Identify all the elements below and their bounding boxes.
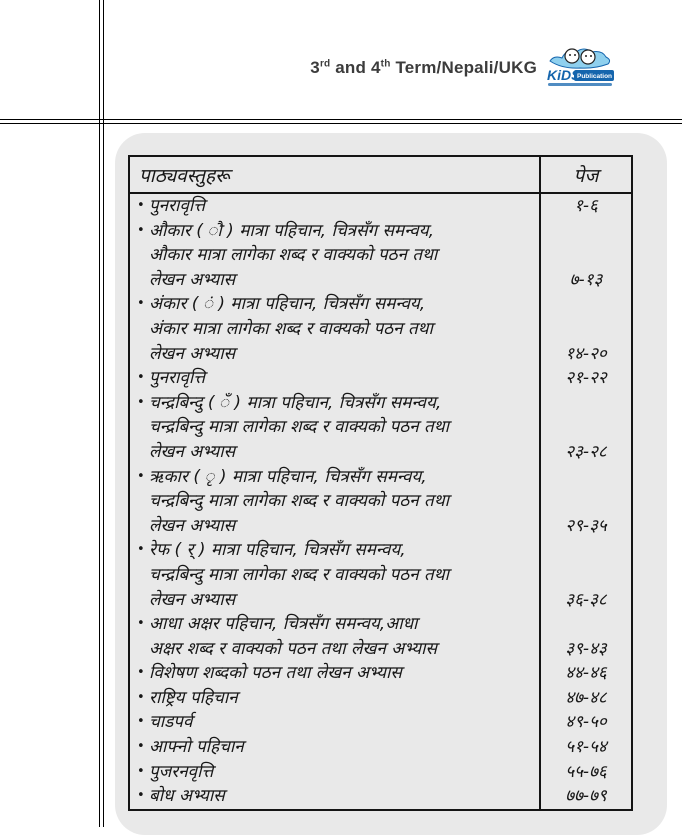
table-row bbox=[130, 735, 631, 760]
toc-item bbox=[130, 292, 541, 366]
toc-item bbox=[130, 465, 541, 539]
toc-item-text: आफ्नो पहिचान bbox=[149, 737, 244, 758]
bullet-icon: • bbox=[137, 296, 145, 312]
toc-page-cell bbox=[541, 710, 631, 735]
toc-item bbox=[130, 784, 541, 809]
table-header-row bbox=[130, 157, 631, 194]
toc-item-text: चन्द्रबिन्दु मात्रा लागेका शब्द र वाक्यको पठन तथा bbox=[149, 417, 449, 438]
bullet-icon: • bbox=[137, 222, 145, 238]
toc-item-text: लेखन अभ्यास bbox=[149, 515, 236, 536]
toc-item bbox=[130, 760, 541, 785]
eye-icon bbox=[590, 55, 592, 57]
page-range: ५१-५४ bbox=[565, 737, 607, 758]
toc-item-text: अंकार ( ं ) मात्रा पहिचान, चित्रसँग समन्वय, bbox=[149, 294, 426, 315]
bullet-icon: • bbox=[137, 198, 145, 213]
table-row bbox=[130, 686, 631, 711]
toc-item-text: आधा अक्षर पहिचान, चित्रसँग समन्वय,आधा bbox=[149, 614, 418, 635]
toc-page-cell bbox=[541, 735, 631, 760]
bullet-icon: • bbox=[137, 665, 145, 681]
toc-item bbox=[130, 538, 541, 612]
page-title bbox=[310, 58, 537, 78]
toc-item bbox=[130, 735, 541, 760]
table-row bbox=[130, 465, 631, 539]
table-row bbox=[130, 391, 631, 465]
toc-item-text: अंकार मात्रा लागेका शब्द र वाक्यको पठन तथा bbox=[149, 318, 433, 339]
toc-item-text: लेखन अभ्यास bbox=[149, 589, 236, 610]
table-row bbox=[130, 784, 631, 809]
toc-item bbox=[130, 391, 541, 465]
table-row bbox=[130, 219, 631, 293]
table-row bbox=[130, 612, 631, 661]
bullet-icon: • bbox=[137, 616, 145, 632]
page-range: ७-१३ bbox=[569, 269, 603, 290]
bullet-icon: • bbox=[137, 739, 145, 755]
table-row bbox=[130, 194, 631, 219]
term-suffix-2: th bbox=[380, 58, 391, 70]
toc-page-cell bbox=[541, 292, 631, 366]
toc-item-text: ऋकार ( ृ ) मात्रा पहिचान, चित्रसँग समन्वय, bbox=[149, 466, 427, 487]
term-number-1: 3 bbox=[310, 58, 320, 77]
page-range: २३-२८ bbox=[565, 441, 607, 462]
toc-page-cell bbox=[541, 366, 631, 391]
contents-table bbox=[128, 155, 633, 811]
table-row bbox=[130, 366, 631, 391]
toc-page-cell bbox=[541, 686, 631, 711]
logo-tagline-strip bbox=[548, 83, 612, 86]
top-double-rule bbox=[0, 119, 682, 124]
toc-item-text: बोध अभ्यास bbox=[149, 786, 225, 807]
toc-page-cell bbox=[541, 784, 631, 809]
table-body bbox=[130, 194, 631, 809]
logo-sub-text: Publication bbox=[577, 73, 613, 80]
table-row bbox=[130, 760, 631, 785]
toc-item bbox=[130, 661, 541, 686]
toc-item-text: औकार मात्रा लागेका शब्द र वाक्यको पठन तथा bbox=[149, 245, 438, 266]
page-range: ४४-४६ bbox=[565, 663, 607, 684]
logo-name-text: KiDS bbox=[547, 67, 581, 83]
toc-item bbox=[130, 366, 541, 391]
toc-item-text: अक्षर शब्द र वाक्यको पठन तथा लेखन अभ्यास bbox=[149, 638, 438, 659]
bullet-icon: • bbox=[137, 689, 145, 705]
toc-page-cell bbox=[541, 219, 631, 293]
toc-item-text: चन्द्रबिन्दु मात्रा लागेका शब्द र वाक्यको पठन तथा bbox=[149, 564, 449, 585]
toc-page-cell bbox=[541, 465, 631, 539]
running-head bbox=[0, 44, 616, 92]
toc-item-text: लेखन अभ्यास bbox=[149, 269, 236, 290]
page-range: २९-३५ bbox=[565, 515, 607, 536]
eye-icon bbox=[585, 55, 587, 57]
toc-item-text: पुजरनवृत्ति bbox=[149, 761, 214, 782]
kids-publication-logo bbox=[544, 45, 616, 91]
left-double-rule bbox=[99, 0, 104, 827]
toc-item-text: पुनरावृत्ति bbox=[149, 368, 206, 389]
page-range: ५५-७६ bbox=[565, 761, 607, 782]
bullet-icon: • bbox=[137, 394, 145, 410]
bullet-icon: • bbox=[137, 788, 145, 804]
toc-item bbox=[130, 194, 541, 219]
table-row bbox=[130, 538, 631, 612]
toc-page-cell bbox=[541, 538, 631, 612]
toc-item-text: लेखन अभ्यास bbox=[149, 441, 236, 462]
toc-item bbox=[130, 219, 541, 293]
and-text: and bbox=[330, 58, 372, 77]
bullet-icon: • bbox=[137, 542, 145, 558]
toc-page-cell bbox=[541, 194, 631, 219]
column-header-page: पेज bbox=[573, 164, 599, 187]
toc-page-cell bbox=[541, 661, 631, 686]
bullet-icon: • bbox=[137, 468, 145, 484]
eye-icon bbox=[569, 54, 571, 56]
toc-page-cell bbox=[541, 612, 631, 661]
page-range: ३९-४३ bbox=[565, 638, 607, 659]
page-range: २१-२२ bbox=[565, 368, 607, 389]
toc-item-text: विशेषण शब्दको पठन तथा लेखन अभ्यास bbox=[149, 663, 402, 684]
toc-item-text: राष्ट्रिय पहिचान bbox=[149, 687, 238, 708]
toc-item-text: चन्द्रबिन्दु ( ँ ) मात्रा पहिचान, चित्रसँग समन्वय, bbox=[149, 392, 442, 413]
logo-cloud-shape bbox=[550, 49, 610, 68]
toc-item bbox=[130, 612, 541, 661]
page-range: ४९-५० bbox=[565, 712, 607, 733]
term-suffix-1: rd bbox=[319, 58, 331, 70]
toc-item-text: रेफ ( र् ) मात्रा पहिचान, चित्रसँग समन्वय, bbox=[149, 540, 406, 561]
toc-item-text: लेखन अभ्यास bbox=[149, 343, 236, 364]
table-row bbox=[130, 710, 631, 735]
toc-item bbox=[130, 710, 541, 735]
kid-face-right-icon bbox=[581, 50, 595, 64]
page-range: १४-२० bbox=[565, 343, 607, 364]
page-range: ७७-७९ bbox=[565, 786, 607, 807]
toc-page-cell bbox=[541, 391, 631, 465]
page-range: ३६-३८ bbox=[565, 589, 607, 610]
toc-item-text: औकार ( ौ ) मात्रा पहिचान, चित्रसँग समन्वय, bbox=[149, 220, 434, 241]
column-header-contents: पाठ्यवस्तुहरू bbox=[139, 164, 230, 187]
kid-face-left-icon bbox=[565, 49, 579, 63]
bullet-icon: • bbox=[137, 714, 145, 730]
subject-text: Term/Nepali/UKG bbox=[390, 58, 537, 77]
toc-item-text: पुनरावृत्ति bbox=[149, 196, 206, 216]
term-number-2: 4 bbox=[371, 58, 381, 77]
page-range: ४७-४८ bbox=[565, 687, 607, 708]
eye-icon bbox=[574, 54, 576, 56]
toc-item bbox=[130, 686, 541, 711]
page-range: १-६ bbox=[574, 196, 598, 216]
table-row bbox=[130, 661, 631, 686]
table-row bbox=[130, 292, 631, 366]
bullet-icon: • bbox=[137, 370, 145, 386]
toc-page-cell bbox=[541, 760, 631, 785]
toc-item-text: चाडपर्व bbox=[149, 712, 193, 733]
toc-item-text: चन्द्रबिन्दु मात्रा लागेका शब्द र वाक्यको पठन तथा bbox=[149, 491, 449, 512]
bullet-icon: • bbox=[137, 763, 145, 779]
